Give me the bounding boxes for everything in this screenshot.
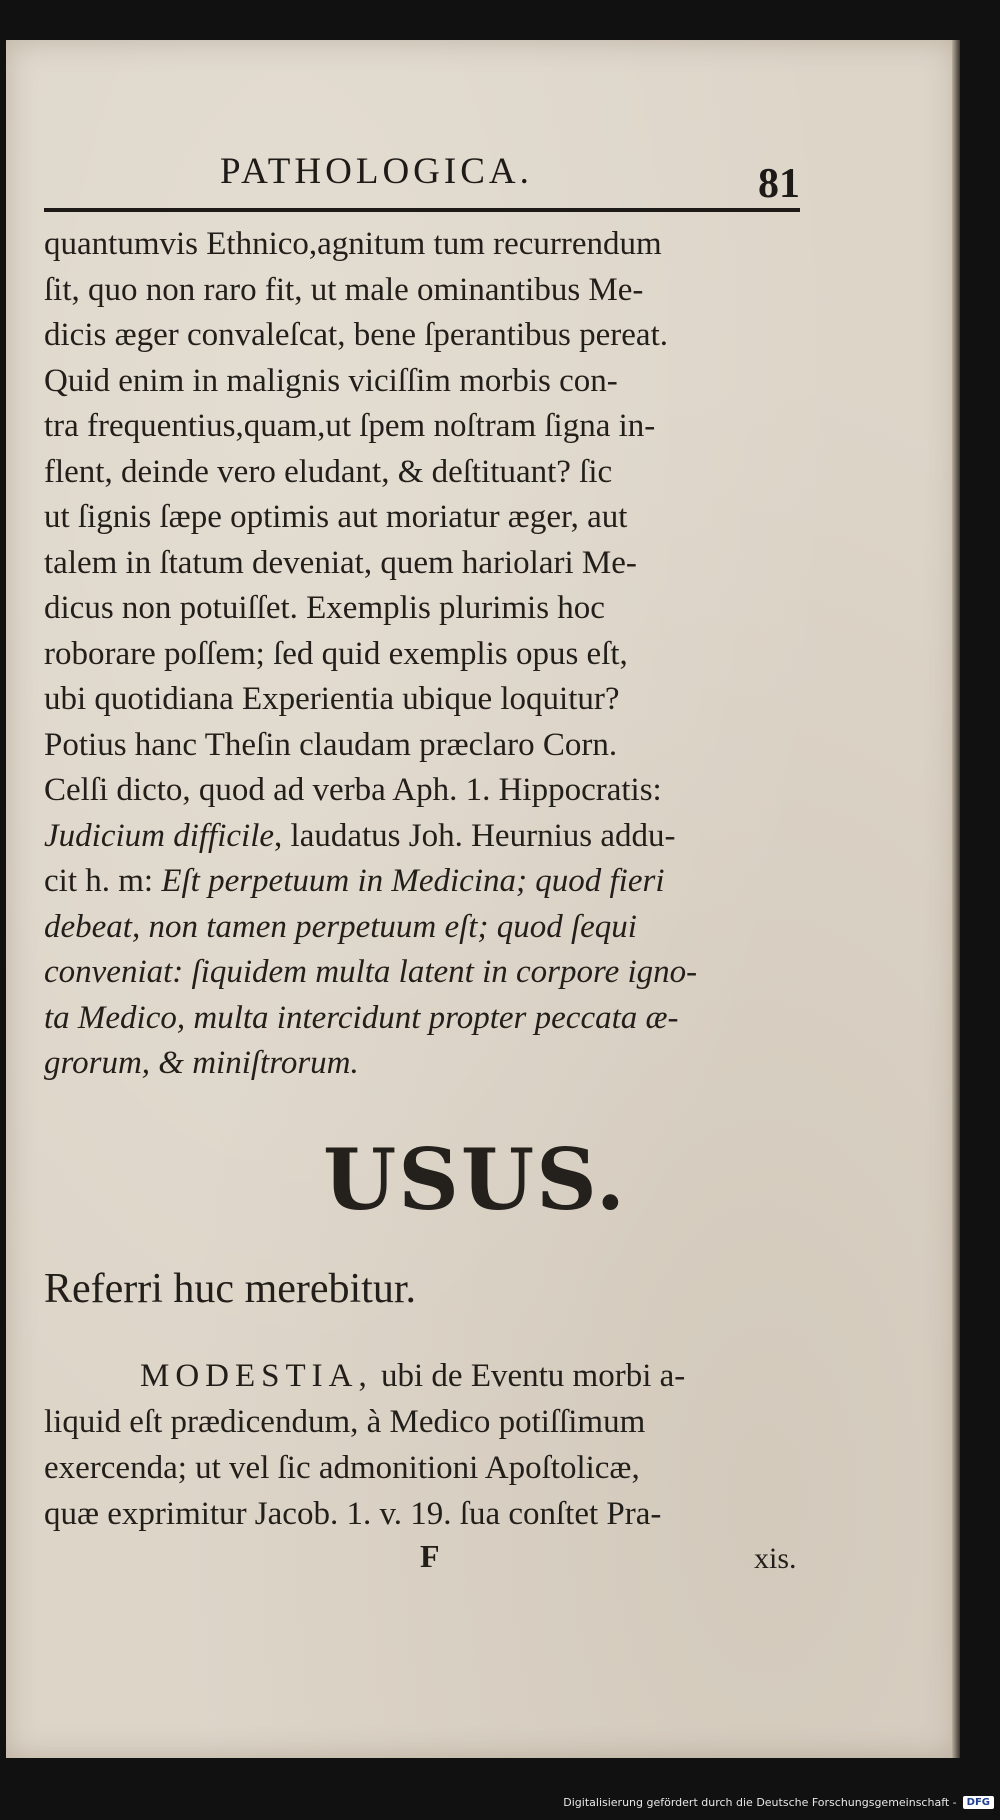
paragraph-2 bbox=[44, 1353, 804, 1537]
text-line bbox=[44, 859, 804, 905]
text-line: flent, deinde vero eludant, & deſtituant? ſic bbox=[44, 453, 613, 490]
italic-quote: Judicium difficile bbox=[44, 817, 275, 854]
text-line: Potius hanc Theſin claudam præclaro Corn. bbox=[44, 726, 618, 763]
text-line: roborare poſſem; ſed quid exemplis opus eſt, bbox=[44, 635, 628, 672]
page-edge bbox=[952, 40, 960, 1758]
text-line: tra frequentius,quam,ut ſpem noſtram ſigna in- bbox=[44, 408, 656, 444]
small-caps-word: MODESTIA, bbox=[140, 1358, 373, 1394]
signature-mark: F bbox=[420, 1538, 440, 1574]
text-line bbox=[44, 814, 804, 860]
text-line: dicus non potuiſſet. Exemplis plurimis hoc bbox=[44, 590, 605, 626]
credit-text: Digitalisierung gefördert durch die Deutsche Forschungsgemeinschaft - bbox=[563, 1796, 957, 1809]
text-line: dicis æger convaleſcat, bene ſperantibus pereat. bbox=[44, 317, 668, 353]
catchword: xis. bbox=[754, 1542, 797, 1575]
text-line: quantumvis Ethnico,agnitum tum recurrendum bbox=[44, 226, 662, 262]
text-line: Celſi dicto, quod ad verba Aph. 1. Hippocratis: bbox=[44, 772, 662, 808]
header-rule bbox=[44, 208, 800, 212]
text-line: liquid eſt prædicendum, à Medico potiſſimum bbox=[44, 1404, 646, 1440]
text-line: talem in ſtatum deveniat, quem hariolari Me- bbox=[44, 544, 637, 581]
dfg-logo: DFG bbox=[963, 1796, 994, 1809]
roman-text: , laudatus Joh. Heurnius addu- bbox=[274, 817, 676, 854]
text-line: exercenda; ut vel ſic admonitioni Apoſtolicæ, bbox=[44, 1450, 640, 1486]
text-line: Quid enim in malignis viciſſim morbis con- bbox=[44, 362, 618, 399]
text-line: ta Medico, multa intercidunt propter peccata æ- bbox=[44, 999, 679, 1036]
text-line: grorum, & miniſtrorum. bbox=[44, 1045, 359, 1081]
italic-quote: Eſt perpetuum in Medicina; quod fieri bbox=[161, 863, 665, 899]
section-heading: USUS. bbox=[322, 1130, 628, 1229]
text-line: ubi quotidiana Experientia ubique loquitur? bbox=[44, 681, 620, 717]
roman-text: cit h. m: bbox=[44, 863, 154, 899]
text-line: quæ exprimitur Jacob. 1. v. 19. ſua conſtet Pra- bbox=[44, 1496, 662, 1532]
text-line: conveniat: ſiquidem multa latent in corpore igno- bbox=[44, 954, 698, 990]
text-line: ſit, quo non raro fit, ut male ominantibus Me- bbox=[44, 271, 644, 308]
text-line bbox=[44, 1353, 804, 1399]
text-line: ut ſignis ſæpe optimis aut moriatur æger, aut bbox=[44, 499, 628, 535]
section-subheading: Referri huc merebitur. bbox=[44, 1266, 417, 1312]
text-line: debeat, non tamen perpetuum eſt; quod ſequi bbox=[44, 908, 637, 945]
paragraph-1 bbox=[44, 222, 804, 1087]
running-head: PATHOLOGICA. bbox=[220, 151, 533, 192]
page-number: 81 bbox=[758, 161, 800, 207]
roman-text: ubi de Eventu morbi a- bbox=[381, 1358, 686, 1394]
digitization-credit bbox=[563, 1796, 994, 1809]
